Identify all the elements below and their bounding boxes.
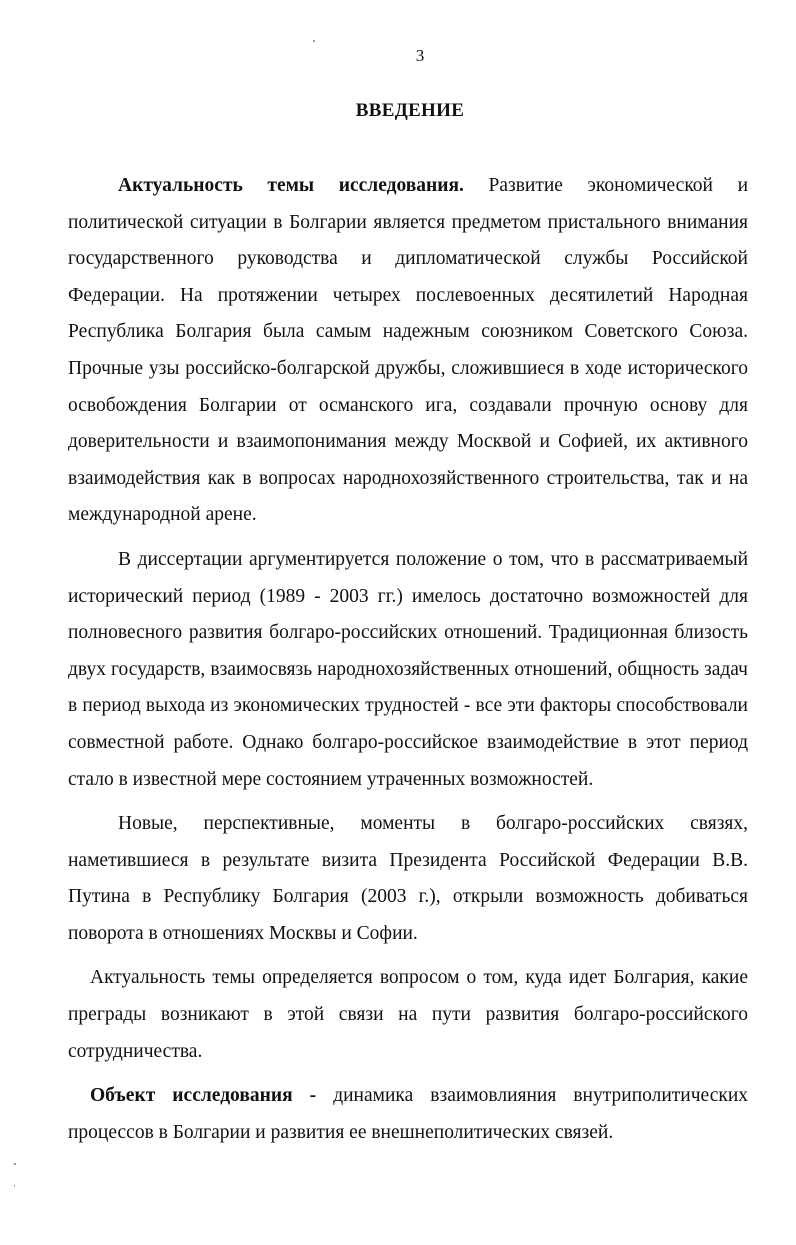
paragraph-text: Актуальность темы определяется вопросом о том, куда идет Болгария, какие преграды возникают в этой связи на пути развития болгаро-российского сотрудничества.: [68, 967, 748, 1062]
scan-speck: [313, 40, 315, 42]
paragraph-relevance: [68, 168, 748, 534]
scan-speck: [14, 1163, 16, 1165]
paragraph-object: [68, 1078, 748, 1151]
paragraph-lead: Актуальность темы исследования.: [118, 175, 464, 196]
paragraph-text: динамика взаимовлияния внутриполитических процессов в Болгарии и развития ее внешнеполитических связей.: [68, 1085, 749, 1143]
paragraph-text: Развитие экономической и политической ситуации в Болгарии является предметом пристального внимания государственного руководства и дипломатической службы Российской Федерации. На протяжении четырех послевоенных десятилетий Народная Республика Болгария была самым надежным союзником Советского Союза. Прочные узы российско-болгарской дружбы, сложившиеся в ходе исторического освобождения Болгарии от османского ига, создавали прочную основу для доверительности и взаимопонимания между Москвой и Софией, их активного взаимодействия как в вопросах народнохозяйственного строительства, так и на международной арене.: [68, 175, 749, 526]
paragraph-topic-relevance: [68, 960, 748, 1070]
scan-speck: [14, 1185, 15, 1187]
page-number: 3: [415, 46, 425, 65]
body-text: [68, 168, 748, 1159]
paragraph-lead: Объект исследования -: [90, 1085, 317, 1107]
section-heading: ВВЕДЕНИЕ: [355, 100, 465, 121]
paragraph-text: В диссертации аргументируется положение о том, что в рассматриваемый исторический период (1989 - 2003 гг.) имелось достаточно возможностей для полновесного развития болгаро-российских отношений. Традиционная близость двух государств, взаимосвязь народнохозяйственных отношений, общность задач в период выхода из экономических трудностей - все эти факторы способствовали совместной работе. Однако болгаро-российское взаимодействие в этот период стало в известной мере состоянием утраченных возможностей.: [68, 548, 748, 790]
paragraph-dissertation: [68, 542, 748, 798]
paragraph-text: Новые, перспективные, моменты в болгаро-российских связях, наметившиеся в результате визита Президента Российской Федерации В.В. Путина в Республику Болгария (2003 г.), открыли возможность добиваться поворота в отношениях Москвы и Софии.: [68, 813, 748, 944]
paragraph-new-moments: [68, 806, 748, 952]
